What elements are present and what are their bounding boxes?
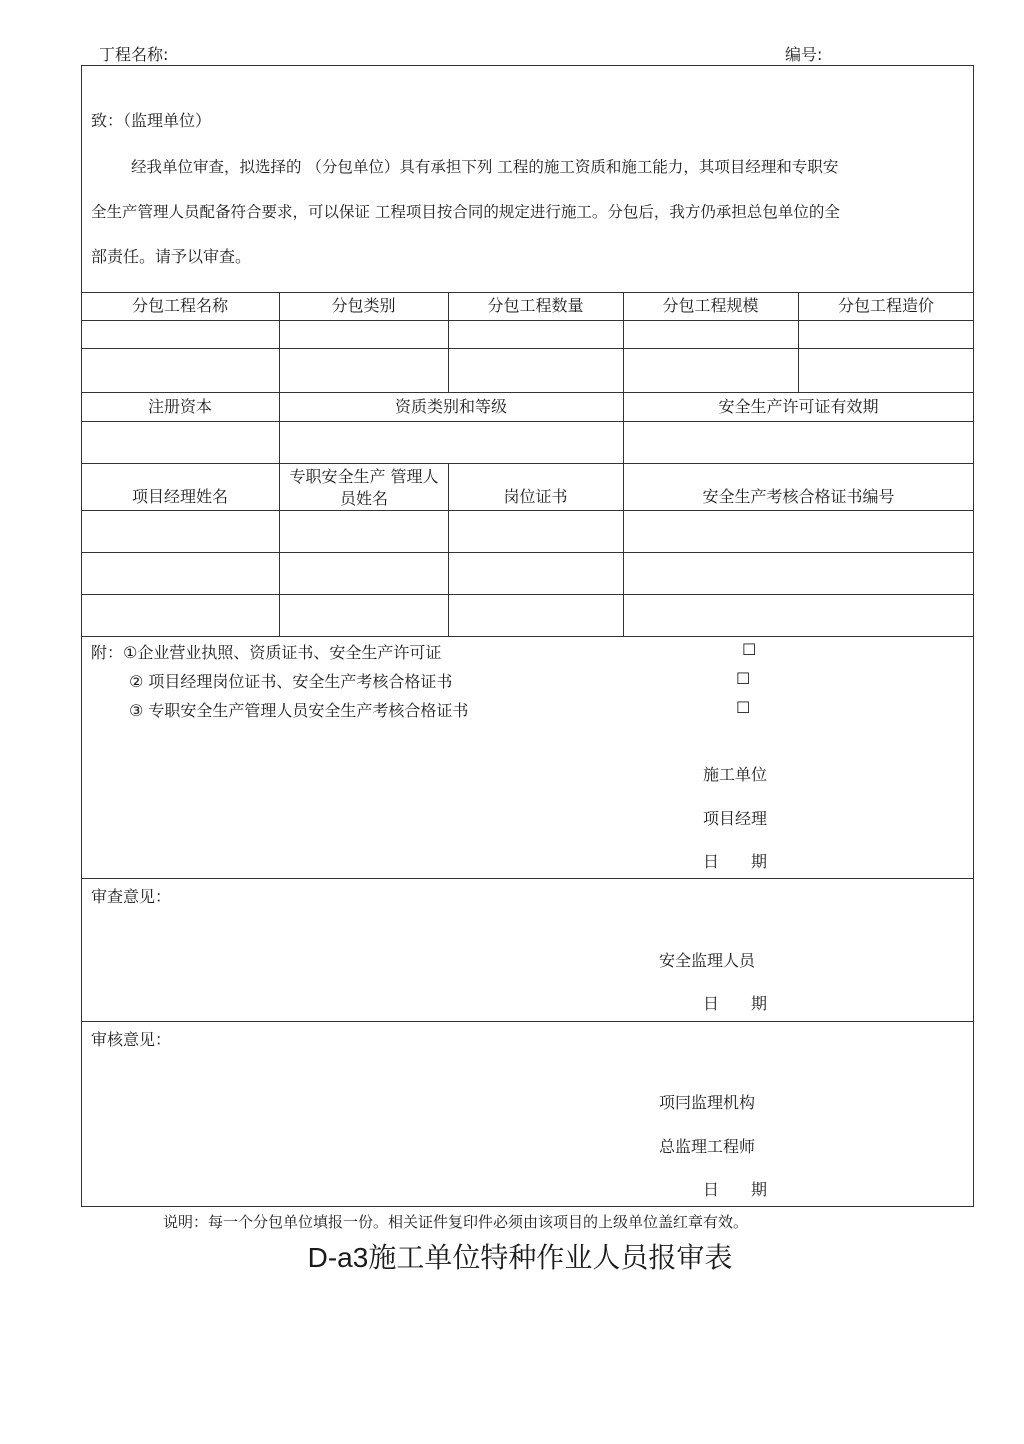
header-subcontract-scale: 分包工程规模: [662, 296, 759, 315]
intro-paragraph-line-2: 全生产管理人员配备符合要求，可以保证 工程项目按合同的规定进行施工。分包后，我方仍承担总包单位的全: [91, 203, 840, 221]
audit-date-label: 日 期: [703, 1180, 768, 1199]
divider-line: [81, 320, 974, 321]
column-divider: [279, 463, 280, 636]
attachment-checkbox-3[interactable]: ☐: [736, 698, 751, 717]
header-safety-exam-cert-number: 安全生产考核合格证书编号: [702, 487, 895, 506]
addressee-line: 致：（监理单位）: [91, 111, 212, 130]
intro-paragraph-line-3: 部责任。请予以审查。: [91, 247, 252, 266]
audit-opinion-title: 审核意见：: [91, 1030, 172, 1049]
attachment-item-2: ② 项目经理岗位证书、安全生产考核合格证书: [129, 672, 453, 691]
review-date-label: 日 期: [703, 994, 768, 1013]
header-safety-staff-name: 专职安全生产 管理人员姓名: [289, 467, 439, 508]
project-manager-label: 项目经理: [703, 809, 768, 828]
header-subcontract-quantity: 分包工程数量: [487, 296, 584, 315]
next-form-title: D-a3施工单位特种作业人员报审表: [307, 1242, 733, 1273]
review-opinion-title: 审查意见：: [91, 887, 172, 906]
divider-line: [81, 463, 974, 464]
divider-line: [81, 292, 974, 293]
header-post-certificate: 岗位证书: [503, 487, 568, 506]
header-subcontract-name: 分包工程名称: [131, 296, 228, 315]
supervision-org-label: 项冃监理机构: [659, 1093, 756, 1112]
header-project-manager-name: 项目经理姓名: [131, 487, 228, 506]
safety-supervisor-label: 安全监理人员: [659, 951, 756, 970]
header-safety-license-validity: 安全生产许可证有效期: [718, 397, 879, 416]
header-qualification: 资质类别和等级: [394, 397, 507, 416]
attachment-checkbox-2[interactable]: ☐: [736, 669, 751, 688]
date-label: 日 期: [703, 852, 768, 871]
attachment-checkbox-1[interactable]: ☐: [742, 640, 757, 659]
divider-line: [81, 392, 974, 393]
intro-paragraph-line-1: 经我单位审查，拟选择的 （分包单位）具有承担下列 工程的施工资质和施工能力，其项目经理和专职安: [131, 158, 839, 176]
header-subcontract-type: 分包类别: [331, 296, 396, 315]
divider-line: [81, 552, 974, 553]
divider-line: [81, 348, 974, 349]
attachment-item-3: ③ 专职安全生产管理人员安全生产考核合格证书: [129, 701, 469, 720]
footer-note: 说明：每一个分包单位填报一份。相关证件复印件必须由该项目的上级单位盖红章有效。: [163, 1213, 749, 1231]
divider-line: [81, 421, 974, 422]
header-registered-capital: 注册资本: [147, 397, 212, 416]
construction-unit-label: 施工单位: [703, 765, 768, 784]
header-subcontract-cost: 分包工程造价: [837, 296, 934, 315]
divider-line: [81, 636, 974, 637]
divider-line: [81, 878, 974, 879]
chief-supervisor-label: 总监理工程师: [659, 1137, 756, 1156]
divider-line: [81, 1021, 974, 1022]
divider-line: [81, 594, 974, 595]
divider-line: [81, 510, 974, 511]
project-name-label: 丁程名称:: [99, 45, 169, 64]
number-label: 编号:: [785, 45, 823, 64]
attachment-item-1: 附：①企业营业执照、资质证书、安全生产许可证: [91, 643, 442, 662]
